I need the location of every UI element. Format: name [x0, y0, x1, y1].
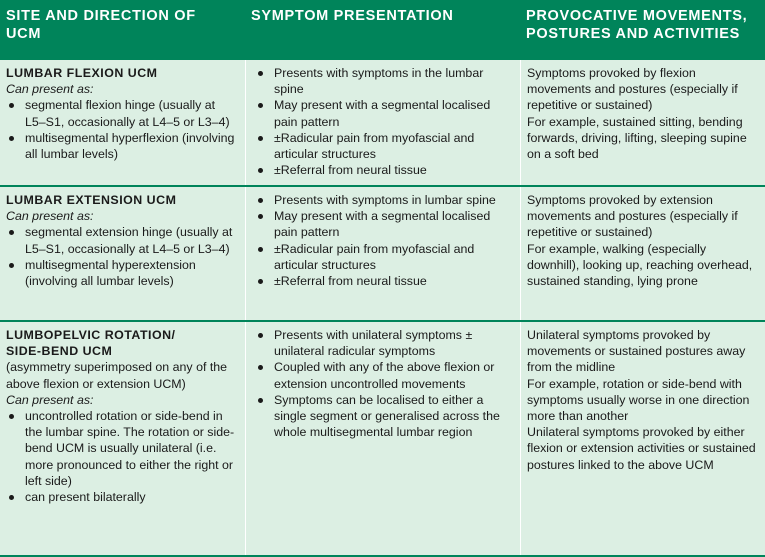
provocative-text: Symptoms provoked by flexion movements and postures (especially if repetitive or sustained) [527, 66, 738, 113]
list-item: multisegmental hyperflexion (involving all lumbar levels) [6, 130, 239, 162]
provocative-text: Unilateral symptoms provoked by movements or sustained postures away from the midline [527, 328, 746, 375]
header-provocative [520, 0, 765, 58]
provocative-cell [520, 60, 765, 185]
list-item: ±Radicular pain from myofascial and articular structures [252, 130, 514, 162]
row-title: LUMBAR EXTENSION UCM [6, 193, 177, 207]
header-col3-line2: POSTURES AND ACTIVITIES [526, 26, 741, 42]
list-item: segmental extension hinge (usually at L5–S1, occasionally at L4–5 or L3–4) [6, 224, 239, 256]
header-symptom-presentation [245, 0, 520, 58]
list-item: multisegmental hyperextension (involving all lumbar levels) [6, 257, 239, 289]
symptom-list [252, 192, 514, 289]
list-item: May present with a segmental localised pain pattern [252, 97, 514, 129]
can-present-label: Can present as: [6, 209, 94, 224]
provocative-text: For example, sustained sitting, bending forwards, driving, lifting, sleeping supine on a soft bed [527, 114, 747, 162]
list-item: Coupled with any of the above flexion or extension uncontrolled movements [252, 359, 514, 391]
row-title: LUMBAR FLEXION UCM [6, 66, 158, 80]
list-item: Presents with symptoms in lumbar spine [252, 192, 514, 208]
provocative-text: For example, rotation or side-bend with symptoms usually worse in one direction more than another [527, 376, 750, 424]
row-title-line1: LUMBOPELVIC ROTATION/ [6, 328, 176, 342]
table-row-lumbar-extension [0, 185, 765, 320]
site-list [6, 408, 239, 505]
table-row-lumbar-flexion [0, 58, 765, 185]
provocative-text: For example, walking (especially downhill), looking up, reaching overhead, sustained standing, lying prone [527, 241, 753, 289]
list-item: uncontrolled rotation or side-bend in the lumbar spine. The rotation or side-bend UCM is usually unilateral (i.e. more pronounced to either the right or left side) [6, 408, 239, 489]
symptom-cell [245, 60, 520, 185]
list-item: May present with a segmental localised pain pattern [252, 208, 514, 240]
can-present-label: Can present as: [6, 82, 94, 97]
site-list [6, 224, 239, 289]
list-item: ±Radicular pain from myofascial and articular structures [252, 241, 514, 273]
site-cell [0, 187, 245, 320]
list-item: can present bilaterally [6, 489, 239, 505]
provocative-text: Unilateral symptoms provoked by either flexion or extension activities or sustained postures linked to the above UCM [527, 425, 756, 472]
site-cell [0, 60, 245, 185]
symptom-list [252, 65, 514, 178]
list-item: ±Referral from neural tissue [252, 162, 514, 178]
row-note: (asymmetry superimposed on any of the above flexion or extension UCM) [6, 360, 228, 391]
list-item: segmental flexion hinge (usually at L5–S1, occasionally at L4–5 or L3–4) [6, 97, 239, 129]
list-item: Presents with symptoms in the lumbar spine [252, 65, 514, 97]
list-item: Symptoms can be localised to either a single segment or generalised across the whole multisegmental lumbar region [252, 392, 514, 441]
list-item: ±Referral from neural tissue [252, 273, 514, 289]
header-col3-line1: PROVOCATIVE MOVEMENTS, [526, 8, 748, 24]
header-col1-line1: SITE AND DIRECTION OF [6, 8, 196, 24]
header-site-direction [0, 0, 245, 58]
symptom-list [252, 327, 514, 440]
header-col1-line2: UCM [6, 26, 42, 42]
site-cell [0, 322, 245, 557]
symptom-cell [245, 322, 520, 557]
table-header [0, 0, 765, 58]
list-item: Presents with unilateral symptoms ± unilateral radicular symptoms [252, 327, 514, 359]
table-row-lumbopelvic-rotation [0, 320, 765, 557]
row-title-line2: SIDE-BEND UCM [6, 344, 113, 359]
header-col2: SYMPTOM PRESENTATION [251, 8, 454, 24]
provocative-cell [520, 187, 765, 320]
provocative-cell [520, 322, 765, 557]
symptom-cell [245, 187, 520, 320]
site-list [6, 97, 239, 162]
provocative-text: Symptoms provoked by extension movements and postures (especially if repetitive or sustained) [527, 193, 738, 240]
can-present-label: Can present as: [6, 392, 94, 407]
